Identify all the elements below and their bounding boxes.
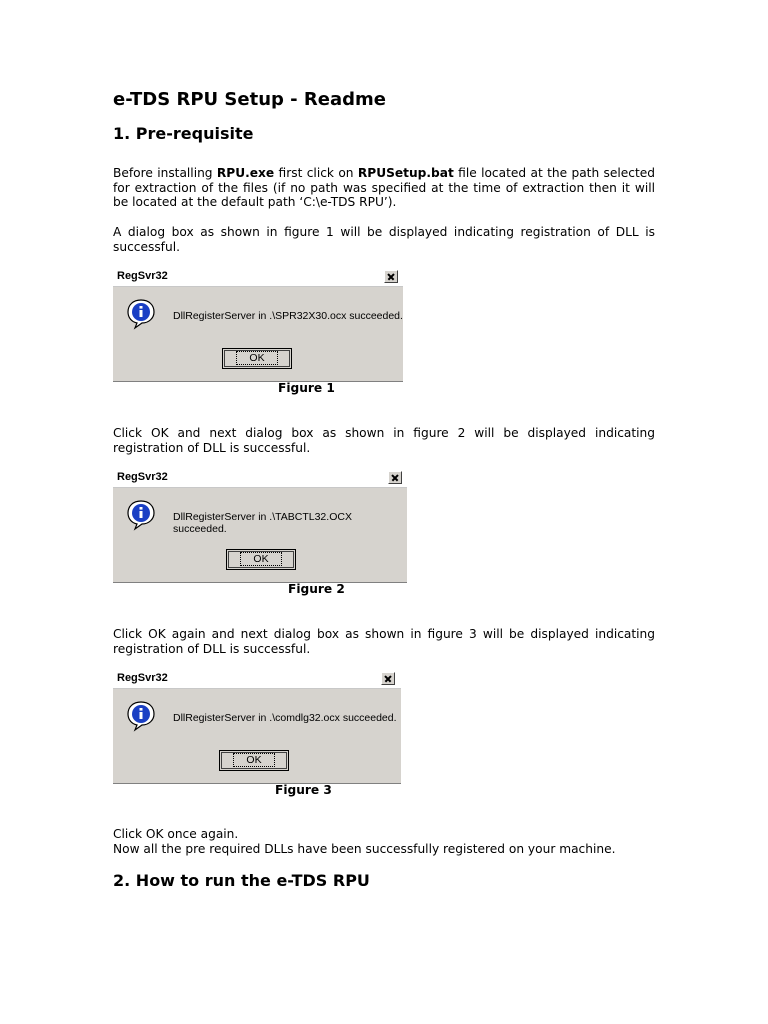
info-icon — [125, 499, 157, 531]
paragraph-click-ok-figure2: Click OK and next dialog box as shown in figure 2 will be displayed indicating registration of DLL is successful. — [113, 426, 655, 455]
dialog-titlebar — [113, 268, 403, 287]
dialog-title: RegSvr32 — [117, 672, 168, 684]
paragraph-before-installing — [113, 166, 655, 210]
text-run: Before installing — [113, 166, 217, 180]
figure-caption: Figure 3 — [275, 783, 332, 797]
close-icon[interactable] — [381, 672, 395, 685]
text-rpusetup-bat: RPUSetup.bat — [357, 166, 454, 180]
section-heading-how-to-run — [113, 871, 370, 890]
paragraph-click-ok-again-figure3: Click OK again and next dialog box as shown in figure 3 will be displayed indicating registration of DLL is successful. — [113, 627, 655, 656]
section-title: Pre-requisite — [135, 124, 254, 143]
figure-caption: Figure 2 — [288, 582, 345, 596]
section-number: 2. — [113, 871, 131, 890]
dialog-title: RegSvr32 — [117, 270, 168, 282]
close-icon[interactable] — [384, 270, 398, 283]
ok-button[interactable] — [222, 348, 292, 369]
section-heading-prerequisite — [113, 124, 253, 143]
ok-button[interactable] — [226, 549, 296, 570]
dialog-message: DllRegisterServer in .\TABCTL32.OCX succeeded. — [173, 511, 352, 535]
text-line: Now all the pre required DLLs have been successfully registered on your machine. — [113, 841, 616, 856]
text-run: first click on — [274, 166, 358, 180]
ok-button[interactable] — [219, 750, 289, 771]
document-title: e-TDS RPU Setup - Readme — [113, 89, 386, 110]
section-title: How to run the e-TDS RPU — [135, 871, 370, 890]
text-line: Click OK once again. — [113, 827, 239, 841]
paragraph-dialog-figure1: A dialog box as shown in figure 1 will be displayed indicating registration of DLL is successful. — [113, 225, 655, 254]
dialog-message: DllRegisterServer in .\SPR32X30.ocx succeeded. — [173, 310, 403, 322]
ok-label: OK — [236, 351, 277, 365]
info-icon — [125, 700, 157, 732]
info-icon — [125, 298, 157, 330]
dialog-message: DllRegisterServer in .\comdlg32.ocx succeeded. — [173, 712, 397, 724]
figure-caption: Figure 1 — [278, 381, 335, 395]
text-rpu-exe: RPU.exe — [216, 166, 275, 180]
dialog-figure-2 — [113, 469, 407, 583]
dialog-figure-3 — [113, 670, 401, 784]
dialog-titlebar — [113, 469, 407, 488]
ok-label: OK — [240, 552, 281, 566]
dialog-figure-1 — [113, 268, 403, 382]
section-number: 1. — [113, 124, 131, 143]
dialog-titlebar — [113, 670, 401, 689]
text-run: file located at the path selected for extraction of the files (if no path was specified at the time of extraction then it will be located at the default path ‘C:\e-TDS RPU’). — [113, 166, 655, 210]
dialog-title: RegSvr32 — [117, 471, 168, 483]
paragraph-click-ok-once-again — [113, 827, 655, 856]
ok-label: OK — [233, 753, 274, 767]
close-icon[interactable] — [388, 471, 402, 484]
